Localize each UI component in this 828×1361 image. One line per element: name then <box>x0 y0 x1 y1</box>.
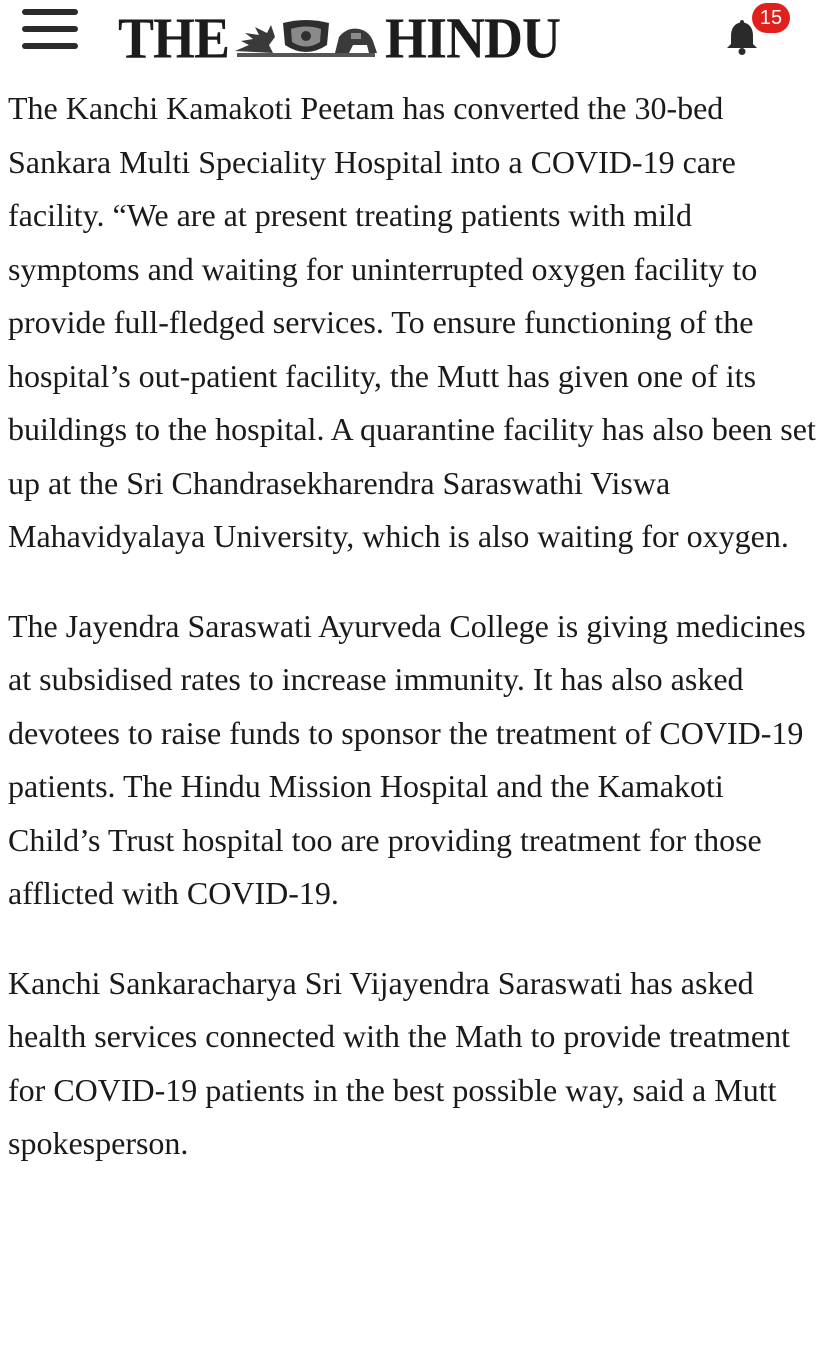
article-body <box>8 82 820 1207</box>
article-paragraph: The Kanchi Kamakoti Peetam has converted the 30-bed Sankara Multi Speciality Hospital into a COVID-19 care facility. “We are at present treating patients with mild symptoms and waiting for uninterrupted oxygen facility to provide full-fledged services. To ensure functioning of the hospital’s out-patient facility, the Mutt has given one of its buildings to the hospital. A quarantine facility has also been set up at the Sri Chandrasekharendra Saraswathi Viswa Mahavidyalaya University, which is also waiting for oxygen. <box>8 90 816 554</box>
logo-word-hindu: HINDU <box>385 5 561 71</box>
hamburger-menu-icon[interactable] <box>22 9 78 51</box>
article-paragraph: The Jayendra Saraswati Ayurveda College is giving medicines at subsidised rates to increase immunity. It has also asked devotees to raise funds to sponsor the treatment of COVID-19 patients. The Hindu Mission Hospital and the Kamakoti Child’s Trust hospital too are providing treatment for those afflicted with COVID-19. <box>8 607 806 911</box>
the-hindu-logo[interactable] <box>118 5 561 71</box>
newspaper-crest-emblem-icon <box>231 15 381 61</box>
menu-bar-line <box>22 26 78 32</box>
notification-count-badge[interactable]: 15 <box>752 3 790 33</box>
article-paragraph: Kanchi Sankaracharya Sri Vijayendra Saraswati has asked health services connected with the Math to provide treatment for COVID-19 patients in the best possible way, said a Mutt spokesperson. <box>8 964 790 1161</box>
top-bar <box>0 0 828 80</box>
menu-bar-line <box>22 43 78 49</box>
menu-bar-line <box>22 9 78 15</box>
logo-word-the: THE <box>118 5 230 71</box>
